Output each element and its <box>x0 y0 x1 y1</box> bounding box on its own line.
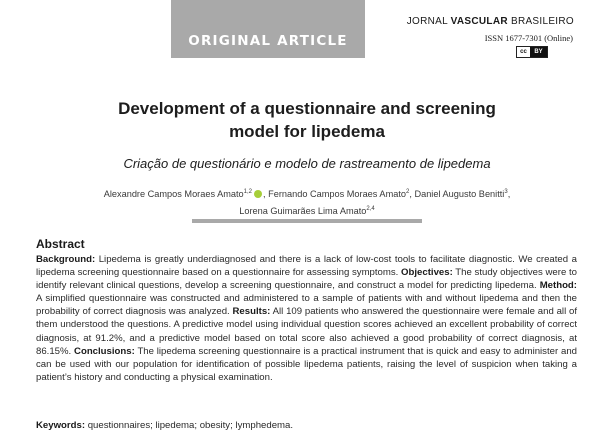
cc-by-license-icon[interactable] <box>516 46 548 58</box>
license-cc: cc <box>517 47 530 57</box>
abstract-body <box>36 253 577 384</box>
article-subtitle: Criação de questionário e modelo de rastreamento de lipedema <box>123 156 491 171</box>
author-name[interactable]: Daniel Augusto Benitti <box>414 189 505 200</box>
issn-label: ISSN 1677-7301 (Online) <box>484 33 573 43</box>
objectives-label: Objectives: <box>401 267 453 279</box>
journal-name-bold: VASCULAR <box>450 16 508 27</box>
license-by: BY <box>530 47 547 57</box>
abstract-heading: Abstract <box>36 237 85 251</box>
author-name[interactable]: Lorena Guimarães Lima Amato <box>239 206 367 217</box>
conclusions-label: Conclusions: <box>74 345 135 357</box>
author-affiliation: 2 <box>406 189 410 195</box>
author-line-2 <box>0 202 614 219</box>
author-name[interactable]: Alexandre Campos Moraes Amato <box>103 189 244 200</box>
objectives-text: The study objectives were to identify relevant clinical questions, develop a screening questionnaire, and construct a model for predicting lipedema. <box>36 267 577 292</box>
author-affiliation: 1,2 <box>243 189 252 195</box>
author-list <box>0 185 614 219</box>
article-type-banner <box>171 0 365 58</box>
background-text: Lipedema is greatly underdiagnosed and there is a lack of low-cost tools to facilitate diagnostic. We created a lipedema screening questionnaire based on a questionnaire for assessing symptoms. <box>36 254 577 279</box>
conclusions-text: The lipedema screening questionnaire is a practical instrument that is quick and easy to administer and can be used with our population for identification of possible lipedema patients, raising the level of suspicion when taking a patient’s history and conducting a physical examination. <box>36 345 577 383</box>
author-affiliation: 2,4 <box>366 206 375 213</box>
keywords-label: Keywords: <box>36 420 86 431</box>
results-label: Results: <box>232 306 271 318</box>
author-line-1: Alexandre Campos Moraes Amato$^{1,2}$ , Fernando Campos Moraes Amato$^2$, Daniel Augusto Benitti$^3$, <box>103 189 511 200</box>
author-affiliation: 3 <box>504 189 508 195</box>
journal-name-suffix: BRASILEIRO <box>507 16 574 27</box>
article-title <box>0 97 614 143</box>
orcid-icon[interactable] <box>254 190 262 198</box>
method-label: Method: <box>539 280 577 292</box>
author-name[interactable]: Fernando Campos Moraes Amato <box>268 189 406 200</box>
journal-name-prefix: JORNAL <box>406 16 451 27</box>
method-text: A simplified questionnaire was constructed and administered to a sample of patients with and without lipedema and then the probability of correct diagnosis was analyzed. <box>36 293 577 318</box>
keywords-text: questionnaires; lipedema; obesity; lymphedema. <box>85 420 294 431</box>
journal-name <box>407 16 574 27</box>
divider <box>192 219 422 223</box>
article-title-line2: model for lipedema <box>229 122 385 141</box>
article-title-line1: Development of a questionnaire and screening <box>118 99 496 118</box>
article-type-label: ORIGINAL ARTICLE <box>188 33 348 49</box>
keywords <box>36 420 293 431</box>
background-label: Background: <box>36 254 96 265</box>
results-text: All 109 patients who answered the questionnaire were female and all of them understood the questions. A predictive model using individual question scores achieved an excellent probability of correct diagnosis, at 91.2%, and a predictive model based on total score also achieved a good probability of correct diagnosis, at 86.15%. <box>36 306 577 357</box>
